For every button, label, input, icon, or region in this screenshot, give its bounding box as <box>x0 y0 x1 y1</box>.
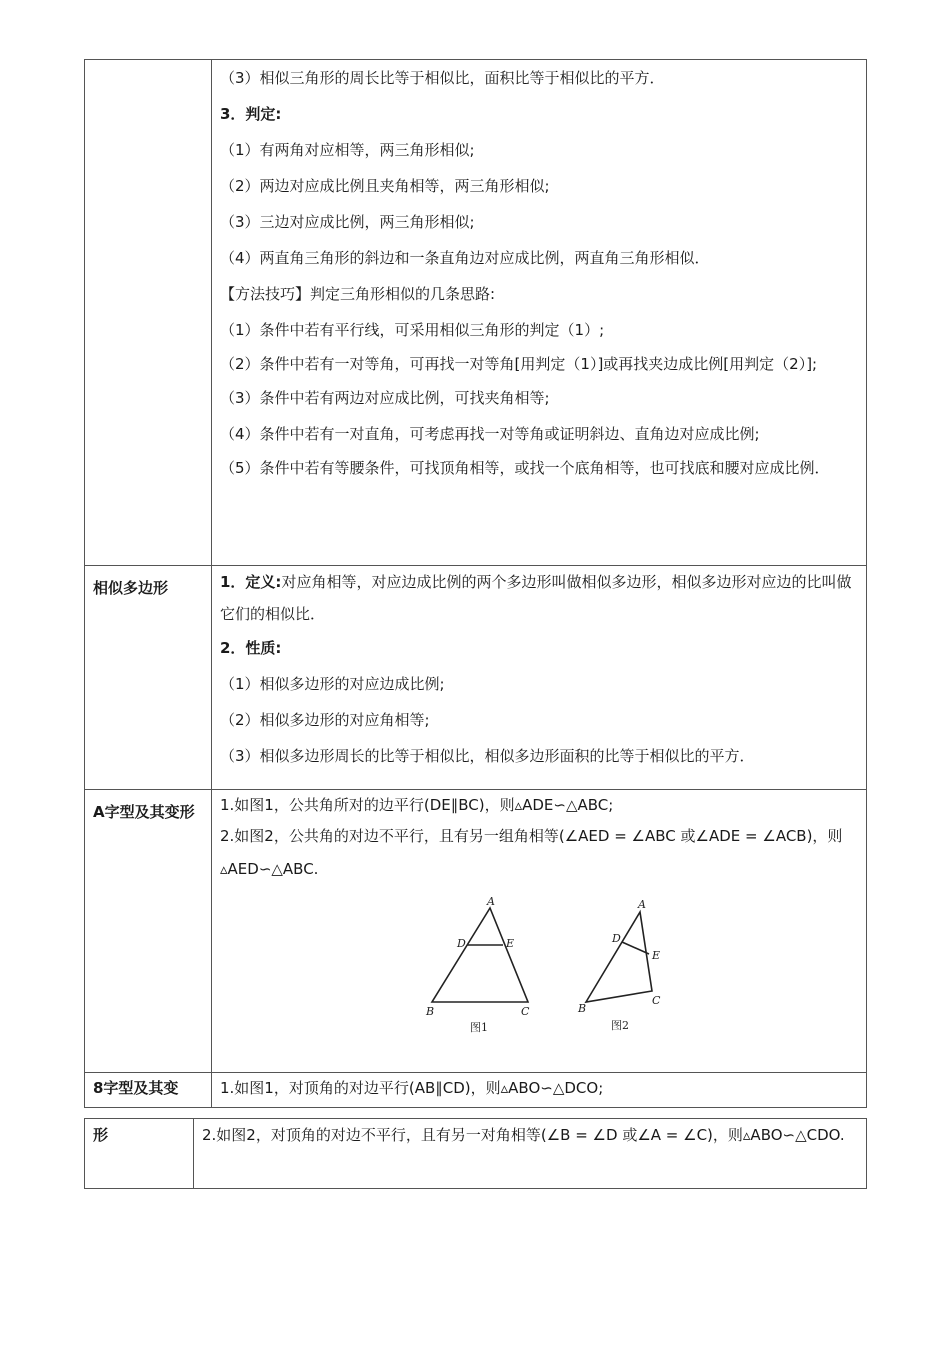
8-shape-rule-1: 1.如图1，对顶角的对边平行(AB∥CD)，则▵ABO∽△DCO; <box>220 1079 604 1097</box>
row-8-shape-top <box>85 1073 867 1108</box>
method-tip-5: （5）条件中若有等腰条件，可找顶角相等，或找一个底角相等，也可找底和腰对应成比例． <box>220 459 830 477</box>
content-8-shape-bottom <box>194 1119 867 1189</box>
label-cell-empty <box>85 60 212 566</box>
tri-judgement-3: （3）三边对应成比例，两三角形相似; <box>220 213 475 231</box>
fig2-label-d: D <box>612 932 621 945</box>
fig2-label-e: E <box>652 949 661 962</box>
figure-1 <box>425 895 530 1034</box>
label-similar-polygons: 相似多边形 <box>85 566 212 790</box>
polygon-definition-text: 对应角相等，对应边成比例的两个多边形叫做相似多边形，相似多边形对应边的比叫做它们的相似比． <box>220 573 852 623</box>
fig2-label-c: C <box>652 994 661 1007</box>
polygon-definition <box>220 566 860 630</box>
row-8-shape-bottom <box>85 1119 867 1189</box>
row-similar-polygons <box>85 566 867 790</box>
polygon-property-heading: 2．性质: <box>220 639 282 657</box>
method-tip-3: （3）条件中若有两边对应成比例，可找夹角相等; <box>220 389 550 407</box>
tri-property-3: （3）相似三角形的周长比等于相似比，面积比等于相似比的平方． <box>220 69 665 87</box>
polygon-definition-heading: 1．定义: <box>220 573 282 591</box>
label-8-shape-bottom: 形 <box>85 1119 194 1189</box>
row-a-shape <box>85 790 867 1073</box>
fig1-label-d: D <box>457 937 466 950</box>
figure-1-triangle-abc <box>432 908 528 1002</box>
tri-judgement-2: （2）两边对应成比例且夹角相等，两三角形相似; <box>220 177 550 195</box>
method-tip-4: （4）条件中若有一对直角，可考虑再找一对等角或证明斜边、直角边对应成比例; <box>220 425 760 443</box>
row-similar-triangles <box>85 60 867 566</box>
method-tip-1: （1）条件中若有平行线，可采用相似三角形的判定（1）; <box>220 321 605 339</box>
method-tips-heading: 【方法技巧】判定三角形相似的几条思路: <box>220 285 496 303</box>
fig1-label-e: E <box>506 937 515 950</box>
fig2-label-b: B <box>578 1002 587 1015</box>
fig2-label-a: A <box>638 898 646 911</box>
fig1-label-c: C <box>521 1005 530 1018</box>
method-tip-2: （2）条件中若有一对等角，可再找一对等角[用判定（1）]或再找夹边成比例[用判定（2）]; <box>220 355 818 373</box>
content-similar-triangles <box>212 60 867 566</box>
a-shape-rule-2: 2.如图2，公共角的对边不平行，且有另一组角相等(∠AED = ∠ABC 或∠ADE = ∠ACB)，则▵AED∽△ABC. <box>220 827 843 878</box>
polygon-property-3: （3）相似多边形周长的比等于相似比，相似多边形面积的比等于相似比的平方． <box>220 747 755 765</box>
label-a-shape: A字型及其变形 <box>85 790 212 1073</box>
content-a-shape <box>212 790 867 1073</box>
polygon-property-1: （1）相似多边形的对应边成比例; <box>220 675 445 693</box>
continuation-table <box>84 1118 867 1189</box>
a-shape-figure-svg <box>220 886 860 1072</box>
fig1-caption: 图1 <box>470 1021 488 1034</box>
content-similar-polygons <box>212 566 867 790</box>
fig2-caption: 图2 <box>611 1019 629 1032</box>
a-shape-figures <box>220 886 860 1072</box>
fig1-label-b: B <box>426 1005 435 1018</box>
tri-judgement-heading: 3．判定: <box>220 105 282 123</box>
fig1-label-a: A <box>487 895 495 908</box>
polygon-property-2: （2）相似多边形的对应角相等; <box>220 711 430 729</box>
knowledge-table <box>84 59 867 1108</box>
figure-2-triangle-abc <box>586 912 652 1002</box>
a-shape-rule-1: 1.如图1，公共角所对的边平行(DE∥BC)，则▵ADE∽△ABC; <box>220 796 614 814</box>
content-8-shape-top <box>212 1073 867 1108</box>
figure-2 <box>577 898 661 1032</box>
8-shape-rule-2: 2.如图2，对顶角的对边不平行，且有另一对角相等(∠B = ∠D 或∠A = ∠C)，则▵ABO∽△CDO. <box>202 1126 845 1144</box>
tri-judgement-1: （1）有两角对应相等，两三角形相似; <box>220 141 475 159</box>
tri-judgement-4: （4）两直角三角形的斜边和一条直角边对应成比例，两直角三角形相似． <box>220 249 710 267</box>
label-8-shape-top: 8字型及其变 <box>85 1073 212 1108</box>
